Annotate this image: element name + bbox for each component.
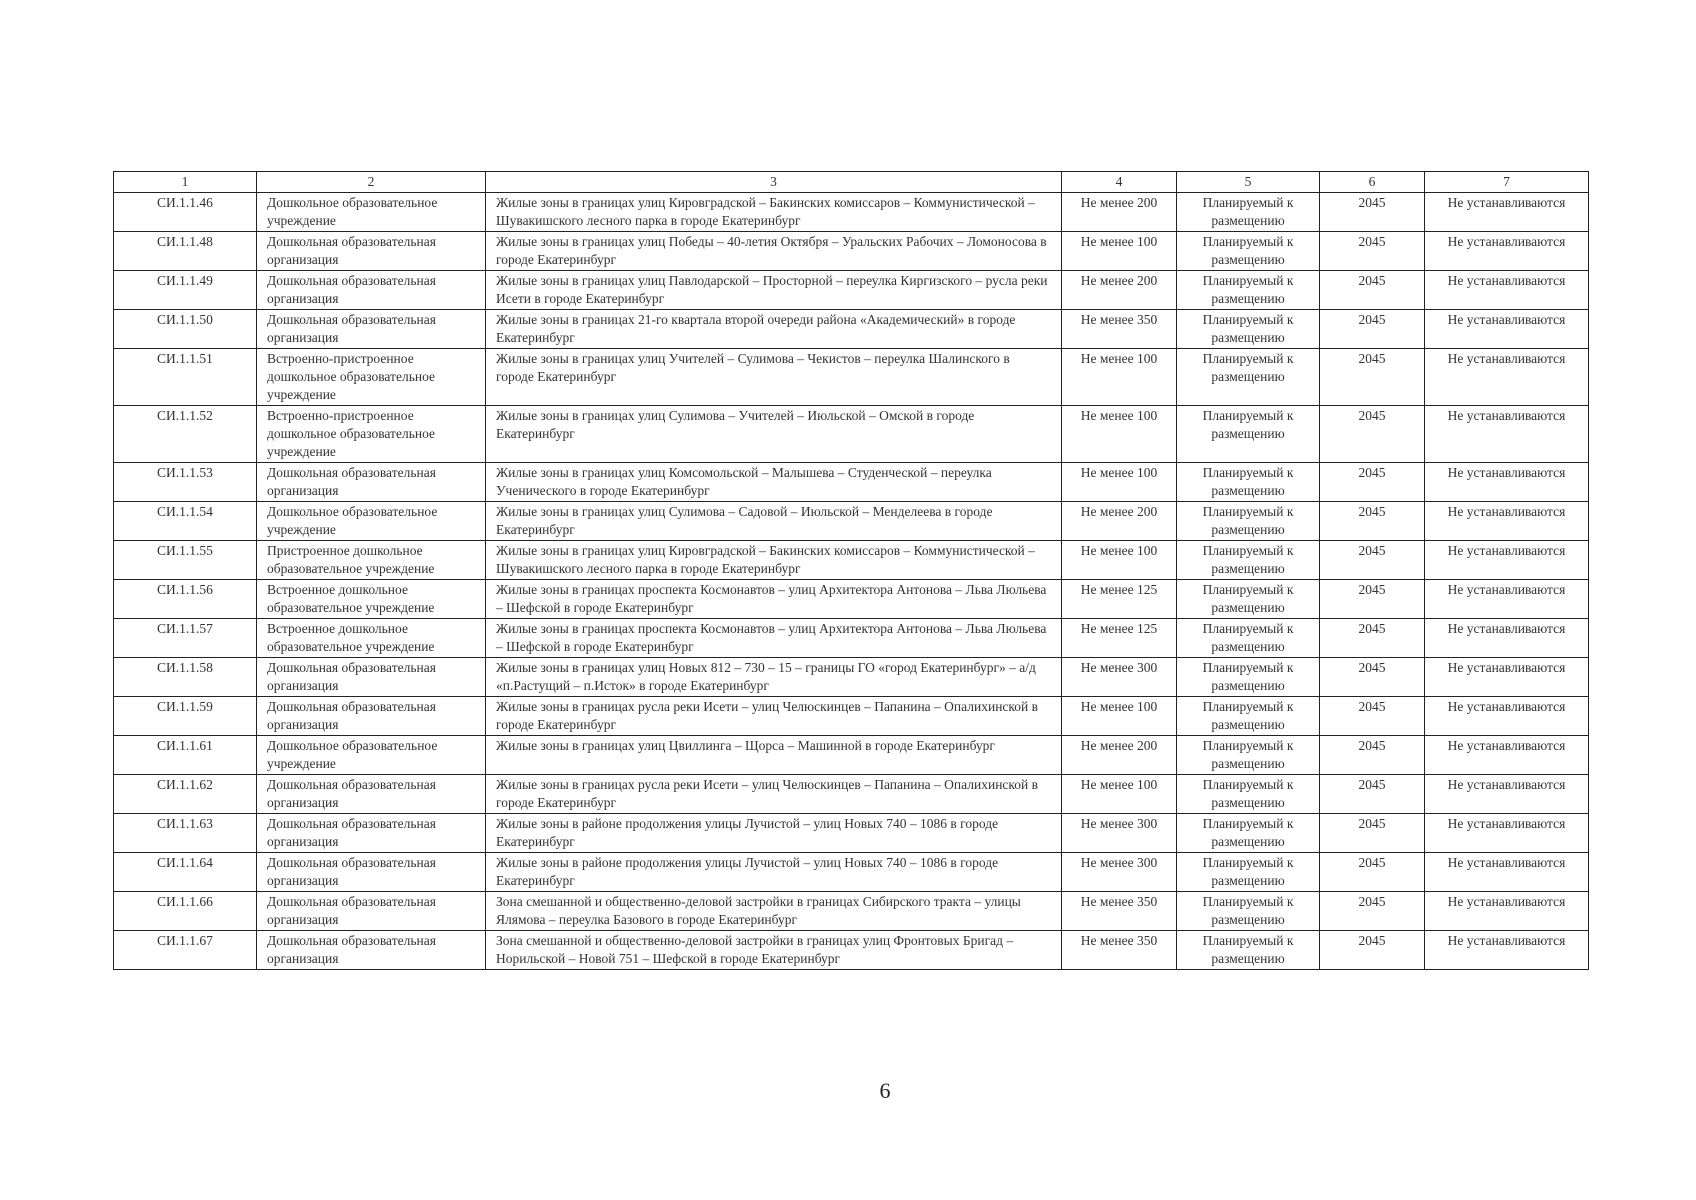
- area-cell: Не менее 100: [1062, 232, 1177, 271]
- row-code-cell: СИ.1.1.59: [114, 697, 257, 736]
- status-cell: Планируемый к размещению: [1177, 619, 1320, 658]
- location-cell: Жилые зоны в районе продолжения улицы Лучистой – улиц Новых 740 – 1086 в городе Екатеринбург: [486, 853, 1062, 892]
- row-code-cell: СИ.1.1.56: [114, 580, 257, 619]
- location-cell: Зона смешанной и общественно-деловой застройки в границах Сибирского тракта – улицы Ялямова – переулка Базового в городе Екатеринбург: [486, 892, 1062, 931]
- location-cell: Жилые зоны в границах улиц Кировградской – Бакинских комиссаров – Коммунистической – Шувакишского лесного парка в городе Екатеринбург: [486, 541, 1062, 580]
- row-code-cell: СИ.1.1.63: [114, 814, 257, 853]
- status-cell: Планируемый к размещению: [1177, 775, 1320, 814]
- row-code-cell: СИ.1.1.55: [114, 541, 257, 580]
- year-cell: 2045: [1320, 271, 1425, 310]
- facility-name-cell: Дошкольная образовательная организация: [257, 463, 486, 502]
- area-cell: Не менее 100: [1062, 406, 1177, 463]
- row-code-cell: СИ.1.1.50: [114, 310, 257, 349]
- column-header: 5: [1177, 172, 1320, 193]
- table-row: [114, 736, 1589, 775]
- year-cell: 2045: [1320, 892, 1425, 931]
- limits-cell: Не устанавливаются: [1425, 658, 1589, 697]
- limits-cell: Не устанавливаются: [1425, 892, 1589, 931]
- limits-cell: Не устанавливаются: [1425, 775, 1589, 814]
- year-cell: 2045: [1320, 697, 1425, 736]
- facility-name-cell: Дошкольное образовательное учреждение: [257, 193, 486, 232]
- status-cell: Планируемый к размещению: [1177, 541, 1320, 580]
- facility-name-cell: Встроенное дошкольное образовательное учреждение: [257, 580, 486, 619]
- area-cell: Не менее 100: [1062, 541, 1177, 580]
- location-cell: Жилые зоны в границах улиц Сулимова – Садовой – Июльской – Менделеева в городе Екатеринбург: [486, 502, 1062, 541]
- row-code-cell: СИ.1.1.51: [114, 349, 257, 406]
- row-code-cell: СИ.1.1.66: [114, 892, 257, 931]
- area-cell: Не менее 200: [1062, 736, 1177, 775]
- status-cell: Планируемый к размещению: [1177, 271, 1320, 310]
- year-cell: 2045: [1320, 406, 1425, 463]
- header-row: [114, 172, 1589, 193]
- column-header: 6: [1320, 172, 1425, 193]
- year-cell: 2045: [1320, 619, 1425, 658]
- limits-cell: Не устанавливаются: [1425, 814, 1589, 853]
- row-code-cell: СИ.1.1.61: [114, 736, 257, 775]
- limits-cell: Не устанавливаются: [1425, 619, 1589, 658]
- location-cell: Жилые зоны в границах улиц Победы – 40-летия Октября – Уральских Рабочих – Ломоносова в городе Екатеринбург: [486, 232, 1062, 271]
- status-cell: Планируемый к размещению: [1177, 736, 1320, 775]
- limits-cell: Не устанавливаются: [1425, 580, 1589, 619]
- table-row: [114, 541, 1589, 580]
- status-cell: Планируемый к размещению: [1177, 502, 1320, 541]
- table-row: [114, 463, 1589, 502]
- limits-cell: Не устанавливаются: [1425, 349, 1589, 406]
- year-cell: 2045: [1320, 193, 1425, 232]
- status-cell: Планируемый к размещению: [1177, 310, 1320, 349]
- location-cell: Жилые зоны в границах проспекта Космонавтов – улиц Архитектора Антонова – Льва Люльева – Шефской в городе Екатеринбург: [486, 619, 1062, 658]
- facility-name-cell: Встроенно-пристроенное дошкольное образовательное учреждение: [257, 406, 486, 463]
- year-cell: 2045: [1320, 931, 1425, 970]
- facility-name-cell: Пристроенное дошкольное образовательное учреждение: [257, 541, 486, 580]
- table-row: [114, 406, 1589, 463]
- status-cell: Планируемый к размещению: [1177, 853, 1320, 892]
- year-cell: 2045: [1320, 232, 1425, 271]
- status-cell: Планируемый к размещению: [1177, 892, 1320, 931]
- location-cell: Жилые зоны в районе продолжения улицы Лучистой – улиц Новых 740 – 1086 в городе Екатеринбург: [486, 814, 1062, 853]
- table-row: [114, 697, 1589, 736]
- location-cell: Жилые зоны в границах улиц Павлодарской – Просторной – переулка Киргизского – русла реки Исети в городе Екатеринбург: [486, 271, 1062, 310]
- area-cell: Не менее 350: [1062, 310, 1177, 349]
- table-row: [114, 775, 1589, 814]
- area-cell: Не менее 200: [1062, 502, 1177, 541]
- area-cell: Не менее 200: [1062, 193, 1177, 232]
- facility-name-cell: Дошкольная образовательная организация: [257, 271, 486, 310]
- status-cell: Планируемый к размещению: [1177, 193, 1320, 232]
- row-code-cell: СИ.1.1.62: [114, 775, 257, 814]
- location-cell: Жилые зоны в границах улиц Кировградской – Бакинских комиссаров – Коммунистической – Шувакишского лесного парка в городе Екатеринбург: [486, 193, 1062, 232]
- status-cell: Планируемый к размещению: [1177, 697, 1320, 736]
- year-cell: 2045: [1320, 658, 1425, 697]
- limits-cell: Не устанавливаются: [1425, 502, 1589, 541]
- area-cell: Не менее 300: [1062, 814, 1177, 853]
- facility-name-cell: Дошкольная образовательная организация: [257, 232, 486, 271]
- facility-name-cell: Дошкольная образовательная организация: [257, 892, 486, 931]
- location-cell: Жилые зоны в границах улиц Новых 812 – 730 – 15 – границы ГО «город Екатеринбург» – а/д «п.Растущий – п.Исток» в городе Екатеринбург: [486, 658, 1062, 697]
- status-cell: Планируемый к размещению: [1177, 406, 1320, 463]
- limits-cell: Не устанавливаются: [1425, 310, 1589, 349]
- facility-name-cell: Дошкольная образовательная организация: [257, 931, 486, 970]
- row-code-cell: СИ.1.1.48: [114, 232, 257, 271]
- location-cell: Жилые зоны в границах улиц Комсомольской – Малышева – Студенческой – переулка Ученического в городе Екатеринбург: [486, 463, 1062, 502]
- status-cell: Планируемый к размещению: [1177, 232, 1320, 271]
- status-cell: Планируемый к размещению: [1177, 463, 1320, 502]
- area-cell: Не менее 100: [1062, 349, 1177, 406]
- facility-name-cell: Дошкольная образовательная организация: [257, 697, 486, 736]
- area-cell: Не менее 125: [1062, 619, 1177, 658]
- column-header: 1: [114, 172, 257, 193]
- column-header: 7: [1425, 172, 1589, 193]
- area-cell: Не менее 100: [1062, 775, 1177, 814]
- table-body: [114, 193, 1589, 970]
- page-number: 6: [879, 1078, 891, 1103]
- limits-cell: Не устанавливаются: [1425, 193, 1589, 232]
- location-cell: Жилые зоны в границах русла реки Исети – улиц Челюскинцев – Папанина – Опалихинской в городе Екатеринбург: [486, 775, 1062, 814]
- location-cell: Жилые зоны в границах проспекта Космонавтов – улиц Архитектора Антонова – Льва Люльева – Шефской в городе Екатеринбург: [486, 580, 1062, 619]
- facility-name-cell: Дошкольная образовательная организация: [257, 853, 486, 892]
- status-cell: Планируемый к размещению: [1177, 349, 1320, 406]
- table-row: [114, 814, 1589, 853]
- row-code-cell: СИ.1.1.64: [114, 853, 257, 892]
- facility-name-cell: Встроенно-пристроенное дошкольное образовательное учреждение: [257, 349, 486, 406]
- facility-name-cell: Дошкольная образовательная организация: [257, 775, 486, 814]
- table-row: [114, 271, 1589, 310]
- location-cell: Жилые зоны в границах русла реки Исети – улиц Челюскинцев – Папанина – Опалихинской в городе Екатеринбург: [486, 697, 1062, 736]
- location-cell: Жилые зоны в границах 21-го квартала второй очереди района «Академический» в городе Екатеринбург: [486, 310, 1062, 349]
- column-header: 4: [1062, 172, 1177, 193]
- area-cell: Не менее 200: [1062, 271, 1177, 310]
- year-cell: 2045: [1320, 775, 1425, 814]
- limits-cell: Не устанавливаются: [1425, 463, 1589, 502]
- year-cell: 2045: [1320, 853, 1425, 892]
- limits-cell: Не устанавливаются: [1425, 697, 1589, 736]
- year-cell: 2045: [1320, 814, 1425, 853]
- area-cell: Не менее 350: [1062, 892, 1177, 931]
- limits-cell: Не устанавливаются: [1425, 406, 1589, 463]
- year-cell: 2045: [1320, 502, 1425, 541]
- location-cell: Жилые зоны в границах улиц Сулимова – Учителей – Июльской – Омской в городе Екатеринбург: [486, 406, 1062, 463]
- limits-cell: Не устанавливаются: [1425, 853, 1589, 892]
- status-cell: Планируемый к размещению: [1177, 658, 1320, 697]
- table-row: [114, 892, 1589, 931]
- table-row: [114, 853, 1589, 892]
- year-cell: 2045: [1320, 580, 1425, 619]
- year-cell: 2045: [1320, 310, 1425, 349]
- table-row: [114, 580, 1589, 619]
- facilities-table: [113, 171, 1589, 970]
- table-row: [114, 310, 1589, 349]
- area-cell: Не менее 100: [1062, 697, 1177, 736]
- table-row: [114, 931, 1589, 970]
- limits-cell: Не устанавливаются: [1425, 271, 1589, 310]
- area-cell: Не менее 125: [1062, 580, 1177, 619]
- area-cell: Не менее 100: [1062, 463, 1177, 502]
- row-code-cell: СИ.1.1.57: [114, 619, 257, 658]
- year-cell: 2045: [1320, 463, 1425, 502]
- area-cell: Не менее 300: [1062, 658, 1177, 697]
- facility-name-cell: Дошкольное образовательное учреждение: [257, 502, 486, 541]
- status-cell: Планируемый к размещению: [1177, 580, 1320, 619]
- column-header: 3: [486, 172, 1062, 193]
- facility-name-cell: Дошкольное образовательное учреждение: [257, 736, 486, 775]
- location-cell: Жилые зоны в границах улиц Цвиллинга – Щорса – Машинной в городе Екатеринбург: [486, 736, 1062, 775]
- facility-name-cell: Встроенное дошкольное образовательное учреждение: [257, 619, 486, 658]
- row-code-cell: СИ.1.1.49: [114, 271, 257, 310]
- facility-name-cell: Дошкольная образовательная организация: [257, 814, 486, 853]
- year-cell: 2045: [1320, 541, 1425, 580]
- table-row: [114, 193, 1589, 232]
- year-cell: 2045: [1320, 736, 1425, 775]
- facility-name-cell: Дошкольная образовательная организация: [257, 658, 486, 697]
- status-cell: Планируемый к размещению: [1177, 814, 1320, 853]
- table-row: [114, 349, 1589, 406]
- row-code-cell: СИ.1.1.67: [114, 931, 257, 970]
- location-cell: Зона смешанной и общественно-деловой застройки в границах улиц Фронтовых Бригад – Норильской – Новой 751 – Шефской в городе Екатеринбург: [486, 931, 1062, 970]
- table-row: [114, 658, 1589, 697]
- table-row: [114, 619, 1589, 658]
- table-row: [114, 502, 1589, 541]
- limits-cell: Не устанавливаются: [1425, 232, 1589, 271]
- limits-cell: Не устанавливаются: [1425, 931, 1589, 970]
- location-cell: Жилые зоны в границах улиц Учителей – Сулимова – Чекистов – переулка Шалинского в городе Екатеринбург: [486, 349, 1062, 406]
- row-code-cell: СИ.1.1.52: [114, 406, 257, 463]
- row-code-cell: СИ.1.1.53: [114, 463, 257, 502]
- limits-cell: Не устанавливаются: [1425, 541, 1589, 580]
- year-cell: 2045: [1320, 349, 1425, 406]
- column-header: 2: [257, 172, 486, 193]
- area-cell: Не менее 300: [1062, 853, 1177, 892]
- row-code-cell: СИ.1.1.58: [114, 658, 257, 697]
- area-cell: Не менее 350: [1062, 931, 1177, 970]
- table-row: [114, 232, 1589, 271]
- limits-cell: Не устанавливаются: [1425, 736, 1589, 775]
- facility-name-cell: Дошкольная образовательная организация: [257, 310, 486, 349]
- status-cell: Планируемый к размещению: [1177, 931, 1320, 970]
- row-code-cell: СИ.1.1.46: [114, 193, 257, 232]
- row-code-cell: СИ.1.1.54: [114, 502, 257, 541]
